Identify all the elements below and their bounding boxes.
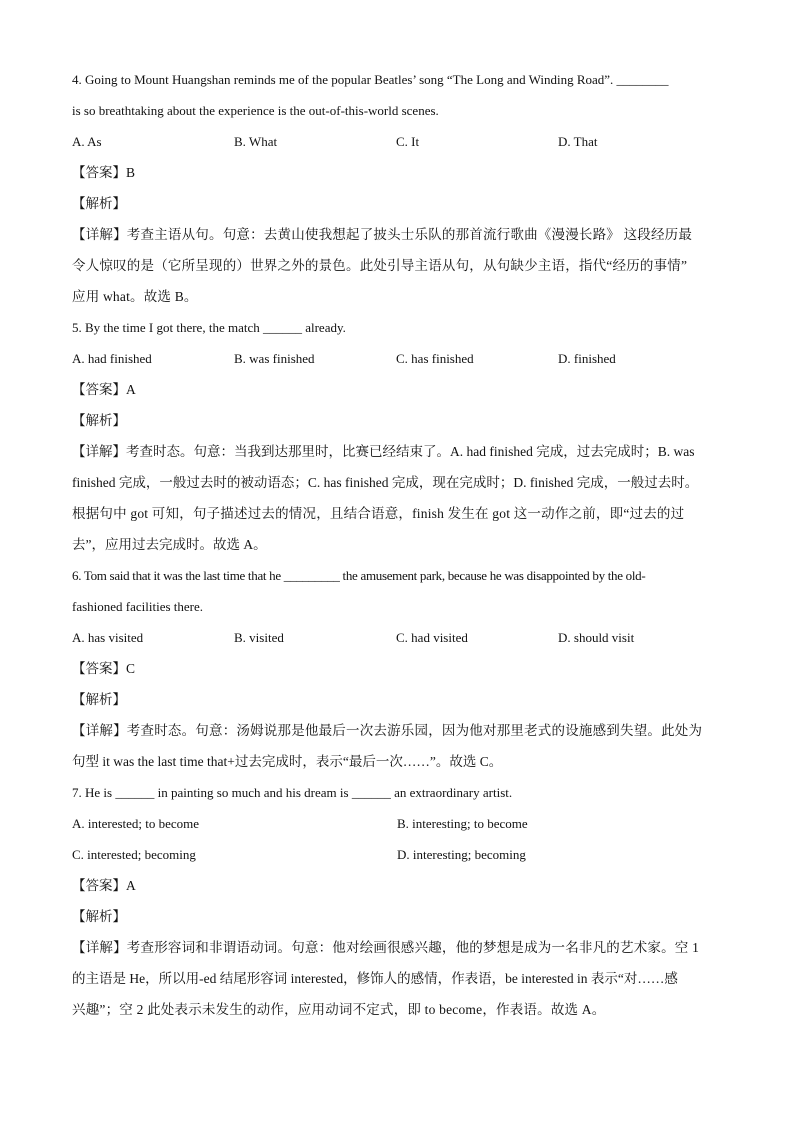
detail-text: 【详解】考查形容词和非谓语动词。句意：他对绘画很感兴趣，他的梦想是成为一名非凡的艺术家。空 1 bbox=[72, 940, 700, 955]
question-stem: 7. He is ______ in painting so much and his dream is ______ an extraordinary artist. bbox=[72, 785, 513, 800]
option-d: D. That bbox=[558, 134, 598, 149]
detail-text: 的主语是 He，所以用-ed 结尾形容词 interested，修饰人的感情，作表语，be interested in 表示“对……感 bbox=[72, 971, 678, 986]
answer-label: 【答案】B bbox=[72, 165, 136, 180]
analysis-label: 【解析】 bbox=[72, 413, 126, 428]
option-a: A. interested; to become bbox=[72, 816, 200, 831]
question-stem: fashioned facilities there. bbox=[72, 599, 204, 614]
detail-text: 兴趣”；空 2 此处表示未发生的动作，应用动词不定式，即 to become，作表语。故选 A。 bbox=[72, 1002, 606, 1017]
question-stem: is so breathtaking about the experience is the out-of-this-world scenes. bbox=[72, 103, 439, 118]
option-b: B. interesting; to become bbox=[397, 816, 528, 831]
option-d: D. interesting; becoming bbox=[397, 847, 526, 862]
option-a: A. has visited bbox=[72, 630, 144, 645]
option-c: C. has finished bbox=[396, 351, 474, 366]
exam-page bbox=[72, 64, 722, 1025]
question-5 bbox=[72, 312, 722, 560]
analysis-label: 【解析】 bbox=[72, 909, 126, 924]
option-c: C. had visited bbox=[396, 630, 468, 645]
analysis-label: 【解析】 bbox=[72, 196, 126, 211]
question-stem: 6. Tom said that it was the last time that he _________ the amusement park, because he was disappointed by the old- bbox=[72, 568, 646, 583]
answer-label: 【答案】A bbox=[72, 878, 136, 893]
option-b: B. What bbox=[234, 134, 278, 149]
answer-blank: ________ bbox=[616, 72, 669, 87]
detail-text: 【详解】考查时态。句意：汤姆说那是他最后一次去游乐园，因为他对那里老式的设施感到失望。此处为 bbox=[72, 723, 703, 738]
option-a: A. As bbox=[72, 134, 102, 149]
answer-label: 【答案】C bbox=[72, 661, 136, 676]
detail-text: 应用 what。故选 B。 bbox=[72, 289, 198, 304]
option-d: D. should visit bbox=[558, 630, 635, 645]
options-row bbox=[72, 126, 722, 157]
detail-text: 【详解】考查主语从句。句意：去黄山使我想起了披头士乐队的那首流行歌曲《漫漫长路》 这段经历最 bbox=[72, 227, 693, 242]
question-4 bbox=[72, 64, 722, 312]
question-7 bbox=[72, 777, 722, 1025]
option-b: B. visited bbox=[234, 630, 284, 645]
detail-text: 去”，应用过去完成时。故选 A。 bbox=[72, 537, 267, 552]
detail-text: 句型 it was the last time that+过去完成时，表示“最后一次……”。故选 C。 bbox=[72, 754, 503, 769]
option-b: B. was finished bbox=[234, 351, 315, 366]
option-c: C. interested; becoming bbox=[72, 847, 196, 862]
options-row bbox=[72, 839, 722, 870]
analysis-label: 【解析】 bbox=[72, 692, 126, 707]
detail-text: 根据句中 got 可知，句子描述过去的情况，且结合语意，finish 发生在 got 这一动作之前，即“过去的过 bbox=[72, 506, 685, 521]
options-row bbox=[72, 343, 722, 374]
answer-label: 【答案】A bbox=[72, 382, 136, 397]
detail-text: finished 完成，一般过去时的被动语态；C. has finished 完成，现在完成时；D. finished 完成，一般过去时。 bbox=[72, 475, 699, 490]
option-d: D. finished bbox=[558, 351, 616, 366]
option-a: A. had finished bbox=[72, 351, 152, 366]
detail-text: 【详解】考查时态。句意：当我到达那里时，比赛已经结束了。A. had finished 完成，过去完成时；B. was bbox=[72, 444, 695, 459]
option-c: C. It bbox=[396, 134, 420, 149]
options-row bbox=[72, 808, 722, 839]
question-stem: 4. Going to Mount Huangshan reminds me of the popular Beatles’ song “The Long and Winding Road”. ________ bbox=[72, 72, 669, 87]
question-stem: 5. By the time I got there, the match ______ already. bbox=[72, 320, 346, 335]
options-row bbox=[72, 622, 722, 653]
detail-text: 令人惊叹的是（它所呈现的）世界之外的景色。此处引导主语从句，从句缺少主语，指代“经历的事情” bbox=[72, 258, 688, 273]
question-6 bbox=[72, 560, 722, 777]
